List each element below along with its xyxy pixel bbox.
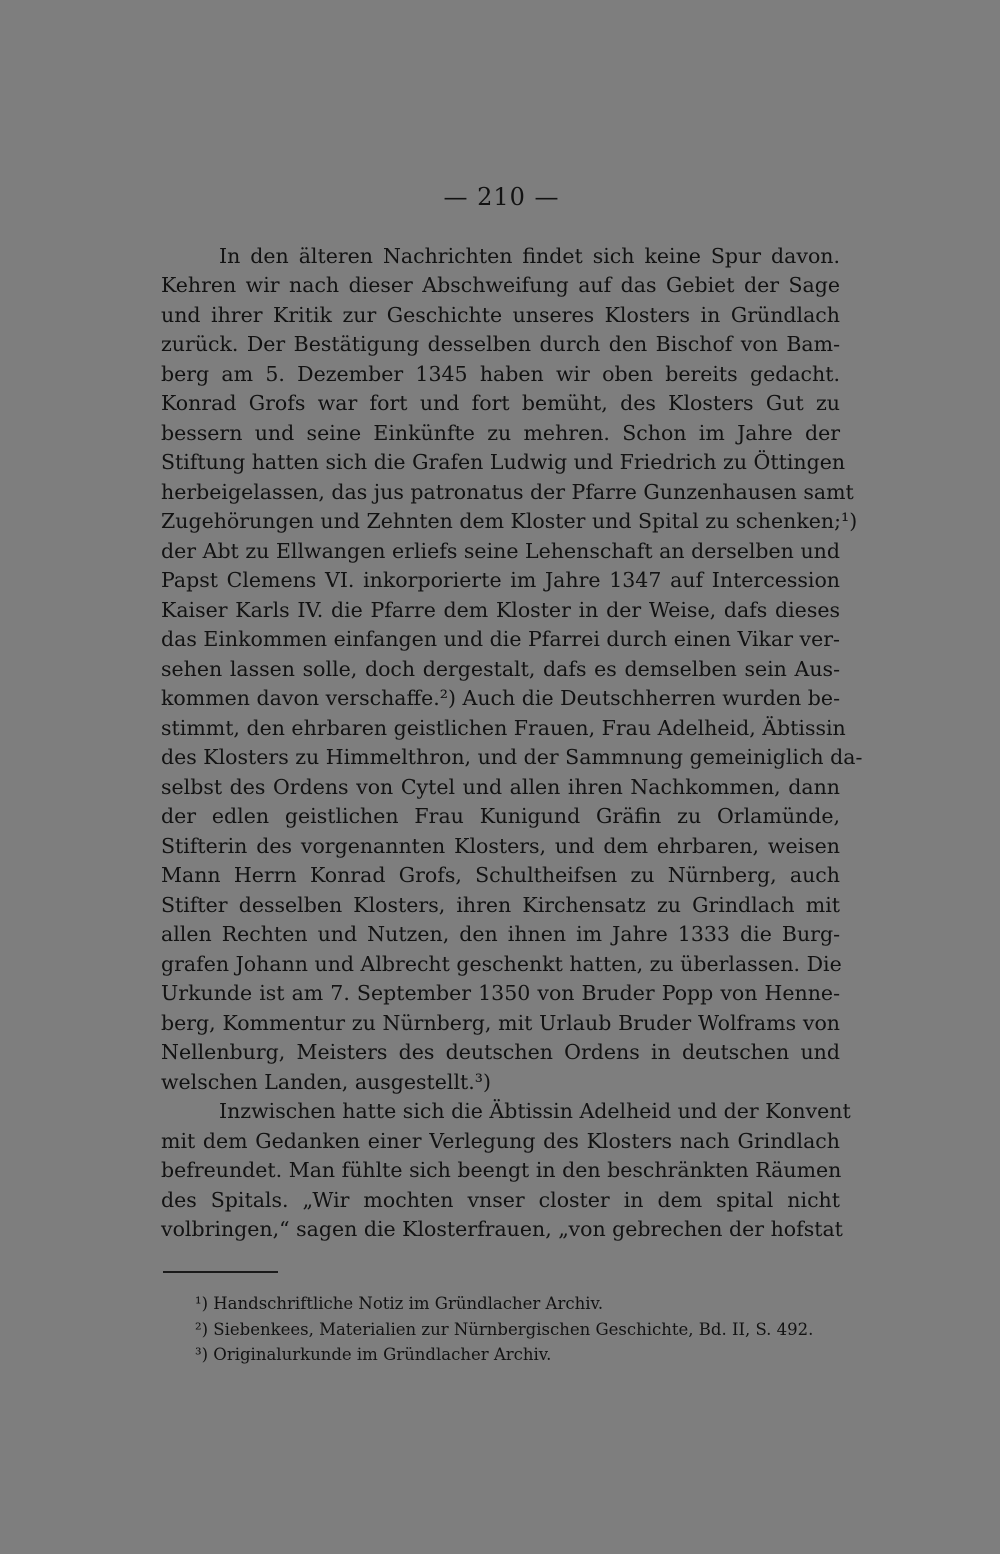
text-line: Zugehörungen und Zehnten dem Kloster und Spital zu schenken;¹) [161, 509, 858, 533]
text-line: Mann Herrn Konrad Grofs, Schultheifsen zu Nürnberg, auch [161, 863, 840, 887]
text-line: Stifter desselben Klosters, ihren Kirchensatz zu Grindlach mit [161, 893, 840, 917]
text-line: Papst Clemens VI. inkorporierte im Jahre 1347 auf Intercession [161, 568, 840, 592]
text-line: Inzwischen hatte sich die Äbtissin Adelheid und der Konvent [219, 1099, 851, 1123]
text-line: allen Rechten und Nutzen, den ihnen im Jahre 1333 die Burg- [161, 922, 840, 946]
text-line: das Einkommen einfangen und die Pfarrei durch einen Vikar ver- [161, 627, 840, 651]
text-line: herbeigelassen, das jus patronatus der Pfarre Gunzenhausen samt [161, 480, 854, 504]
text-line: und ihrer Kritik zur Geschichte unseres Klosters in Gründlach [161, 303, 840, 327]
text-line: der Abt zu Ellwangen erliefs seine Lehenschaft an derselben und [161, 539, 840, 563]
page-number: — 210 — [443, 183, 560, 211]
text-line: Stiftung hatten sich die Grafen Ludwig und Friedrich zu Öttingen [161, 450, 846, 474]
text-line: Kehren wir nach dieser Abschweifung auf das Gebiet der Sage [161, 273, 840, 297]
text-line: grafen Johann und Albrecht geschenkt hatten, zu überlassen. Die [161, 952, 842, 976]
text-line: berg am 5. Dezember 1345 haben wir oben bereits gedacht. [161, 362, 840, 386]
text-line: befreundet. Man fühlte sich beengt in den beschränkten Räumen [161, 1158, 842, 1182]
text-line: sehen lassen solle, doch dergestalt, dafs es demselben sein Aus- [161, 657, 840, 681]
text-line: selbst des Ordens von Cytel und allen ihren Nachkommen, dann [161, 775, 840, 799]
text-line: bessern und seine Einkünfte zu mehren. Schon im Jahre der [161, 421, 840, 445]
footnote: ²) Siebenkees, Materialien zur Nürnbergischen Geschichte, Bd. II, S. 492. [195, 1320, 814, 1339]
text-line: volbringen,“ sagen die Klosterfrauen, „von gebrechen der hofstat [161, 1217, 843, 1241]
text-line: der edlen geistlichen Frau Kunigund Gräfin zu Orlamünde, [161, 804, 840, 828]
text-line: Kaiser Karls IV. die Pfarre dem Kloster in der Weise, dafs dieses [161, 598, 840, 622]
footnote-divider [163, 1271, 278, 1273]
footnote: ¹) Handschriftliche Notiz im Gründlacher Archiv. [195, 1294, 604, 1313]
text-line: In den älteren Nachrichten findet sich keine Spur davon. [219, 244, 840, 268]
text-line: Urkunde ist am 7. September 1350 von Bruder Popp von Henne- [161, 981, 840, 1005]
text-line: welschen Landen, ausgestellt.³) [161, 1070, 491, 1094]
text-line: des Klosters zu Himmelthron, und der Sammnung gemeiniglich da- [161, 745, 863, 769]
text-line: Konrad Grofs war fort und fort bemüht, des Klosters Gut zu [161, 391, 840, 415]
text-line: kommen davon verschaffe.²) Auch die Deutschherren wurden be- [161, 686, 840, 710]
text-line: Nellenburg, Meisters des deutschen Ordens in deutschen und [161, 1040, 840, 1064]
text-line: berg, Kommentur zu Nürnberg, mit Urlaub Bruder Wolframs von [161, 1011, 840, 1035]
footnote: ³) Originalurkunde im Gründlacher Archiv. [195, 1345, 552, 1364]
text-line: zurück. Der Bestätigung desselben durch den Bischof von Bam- [161, 332, 840, 356]
text-line: mit dem Gedanken einer Verlegung des Klosters nach Grindlach [161, 1129, 840, 1153]
text-line: stimmt, den ehrbaren geistlichen Frauen, Frau Adelheid, Äbtissin [161, 716, 846, 740]
text-line: Stifterin des vorgenannten Klosters, und dem ehrbaren, weisen [161, 834, 840, 858]
text-line: des Spitals. „Wir mochten vnser closter in dem spital nicht [161, 1188, 840, 1212]
